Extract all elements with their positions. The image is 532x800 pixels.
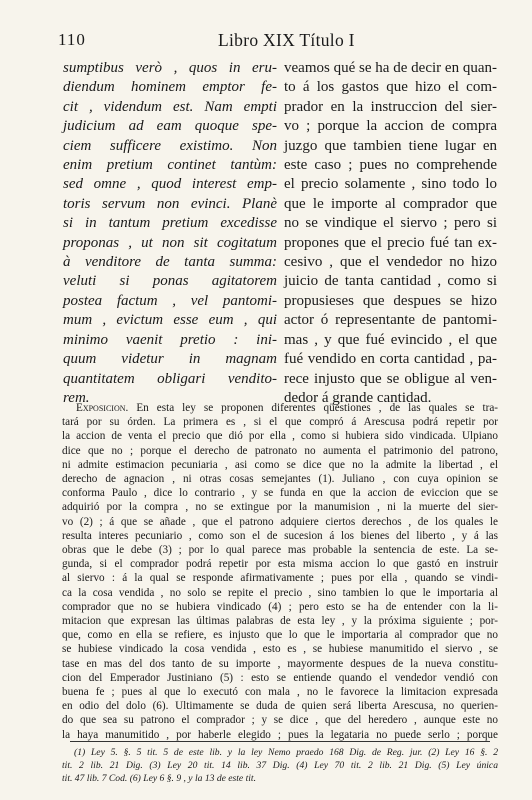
footnote-line: (1) Ley 5. §. 5 tit. 5 de este lib. y la ley Nemo praedo 168 Dig. de Reg. jur. (2) Ley 16 §. 2 [74, 747, 498, 758]
text-line: to á los gastos que hizo el com- [284, 79, 497, 96]
exposicion-line: cion del Emperador Justiniano (5) : esto se entiende quando el vendedor vendió con [62, 671, 498, 684]
exposicion-line: dice que no ; porque el derecho de patronato no aumenta el patrimonio del patrono, [62, 444, 498, 457]
text-line: cit , videndum est. Nam empti [63, 98, 277, 115]
exposicion-line: buena fe ; pues al que lo executó con mala , no le favorece la limitacion expresada [62, 686, 498, 699]
exposicion-line: vo (2) ; á que se añade , que el patrono adquiere ciertos derechos , de los quales le [62, 515, 498, 528]
text-line: actor ó representante de pantomi- [284, 312, 497, 329]
exposicion-line: obras que le debe (3) ; por lo qual parece mas probable la sentencia de este. La se- [62, 544, 498, 557]
text-line: enim pretium continet tantùm: [63, 157, 277, 174]
exposicion-line: se hubiese vindicado la cosa vendida , esto es , se hubiese manumitido el siervo , se [62, 643, 498, 656]
exposicion-line-text: En esta ley se proponen diferentes qüestiones , de las quales se tra- [136, 402, 499, 414]
exposicion-line: tará por su órden. La primera es , si el que compró á Arescusa podrá repetir por [62, 416, 498, 429]
page-number: 110 [58, 30, 86, 49]
exposicion-line: do que sea su patrono el comprador ; y se dice , que del heredero , aunque este no [62, 714, 498, 727]
exposicion-line: gunda, si el comprador podrá repetir por esta misma accion lo que gastó en instruir [62, 558, 498, 571]
text-line: si in tantum pretium excedisse [63, 215, 277, 232]
spanish-text-column [284, 59, 497, 408]
exposicion-commentary [62, 401, 498, 742]
footnote-line: tit. 47 lib. 7 Cod. (6) Ley 6 §. 9 , y la 13 de este tit. [62, 773, 256, 784]
latin-text-column [63, 59, 277, 408]
text-line: vo ; porque la accion de compra [284, 118, 497, 135]
text-line: fué vendido en corta cantidad , pa- [284, 351, 497, 368]
text-line: prador en la instruccion del sier- [284, 98, 497, 115]
text-line: sumptibus verò , quos in eru- [63, 60, 277, 76]
text-line: quum videtur in magnam [63, 351, 277, 368]
text-line: juzgo que tambien tiene lugar en [284, 137, 497, 154]
text-line: sed omne , quod interest emp- [63, 176, 277, 193]
footnote-line: tit. 2 lib. 21 Dig. (3) Ley 20 tit. 14 lib. 37 Dig. (4) Ley 70 tit. 2 lib. 21 Dig. (5) Ley única [62, 760, 498, 771]
text-line: toris servum non evinci. Planè [63, 195, 277, 212]
text-line: quantitatem obligari vendito- [63, 370, 277, 387]
text-line: juicio de tanta cantidad , como si [284, 273, 497, 290]
exposicion-line: ni admite estimacion pecuniaria , asi como se dice que no la admite la libertad , el [62, 458, 498, 471]
exposicion-line: derecho de agnacion , ni otras cosas semejantes (1). Juliano , con cuya opinion se [62, 473, 498, 486]
text-line: judicium ad eam quoque spe- [63, 118, 277, 135]
text-line: proponas , ut non sit cogitatum [63, 234, 277, 251]
exposicion-line: adquirió por la compra , no se extingue por la manumision , ni la muerte del sier- [62, 501, 498, 514]
page-header [58, 30, 492, 52]
exposicion-line: que, como en ella se refiere, es injusto que lo que le importaria al comprador que no [62, 629, 498, 642]
text-line: mas , y que fué evincido , el que [284, 331, 497, 348]
text-line: veluti si ponas agitatorem [63, 273, 277, 290]
text-line: no se vindique el siervo ; pero si [284, 215, 497, 232]
text-line: propones que el precio fué tan ex- [284, 234, 497, 251]
text-line: à venditore de tanta summa: [63, 254, 277, 271]
text-line: dedor á grande cantidad. [284, 389, 432, 406]
exposicion-line: comprador que no se hubiera vindicado (4) ; pero esto se ha de entender con la li- [62, 600, 498, 613]
text-line: cesivo , que el vendedor no hizo [284, 254, 497, 271]
exposicion-line: al siervo : á la qual se responde afirmativamente ; pues por ella , quando se vindi- [62, 572, 498, 585]
exposicion-line: la accion de venta el precio que dió por ella , como si hubiera sido vindicada. Ulpiano [62, 430, 498, 443]
exposicion-line: ca la cosa vendida , no solo se repite el precio , sino tambien lo que le importaria al [62, 586, 498, 599]
exposicion-line: mitacion que expresan las últimas palabras de esta ley , y la próxima siguiente ; por- [62, 615, 498, 628]
exposicion-label: Exposicion. [76, 402, 129, 414]
text-line: minimo vaenit pretio : ini- [63, 331, 277, 348]
text-line: rece injusto que se obligue al ven- [284, 370, 497, 387]
text-line: ciem sufficere existimo. Non [63, 137, 277, 154]
exposicion-line: tase en mas del dos tanto de su importe , mayormente despues de la nueva constitu- [62, 657, 498, 670]
text-line: este caso ; pues no comprehende [284, 157, 497, 174]
exposicion-line: conforma Paulo , dice lo contrario , y se funda en que la accion de eviccion que se [62, 487, 498, 500]
exposicion-line [62, 401, 498, 415]
text-line: diendum hominem emptor fe- [63, 79, 277, 96]
text-line: el precio solamente , sino todo lo [284, 176, 497, 193]
text-line: rem. [63, 389, 90, 406]
exposicion-line: resulta interes pecuniario , como son el de sucesion á los bienes del liberto , y á las [62, 529, 498, 542]
text-line: que le importe al comprador que [284, 195, 497, 212]
footnote-divider [70, 741, 490, 742]
running-head: Libro XIX Título I [218, 30, 355, 50]
text-line: mum , evictum esse eum , qui [63, 312, 277, 329]
footnotes [62, 746, 498, 785]
text-line: postea factum , vel pantomi- [63, 292, 277, 309]
exposicion-line: en odio del dolo (6). Ultimamente se duda de quien será liberta Arescusa, no querien- [62, 700, 498, 713]
exposicion-line: la haya manumitido , por haberle elegido ; pues la legataria no puede serlo ; porque [62, 728, 498, 741]
text-line: veamos qué se ha de decir en quan- [284, 60, 497, 76]
text-line: propusieses que despues se hizo [284, 292, 497, 309]
